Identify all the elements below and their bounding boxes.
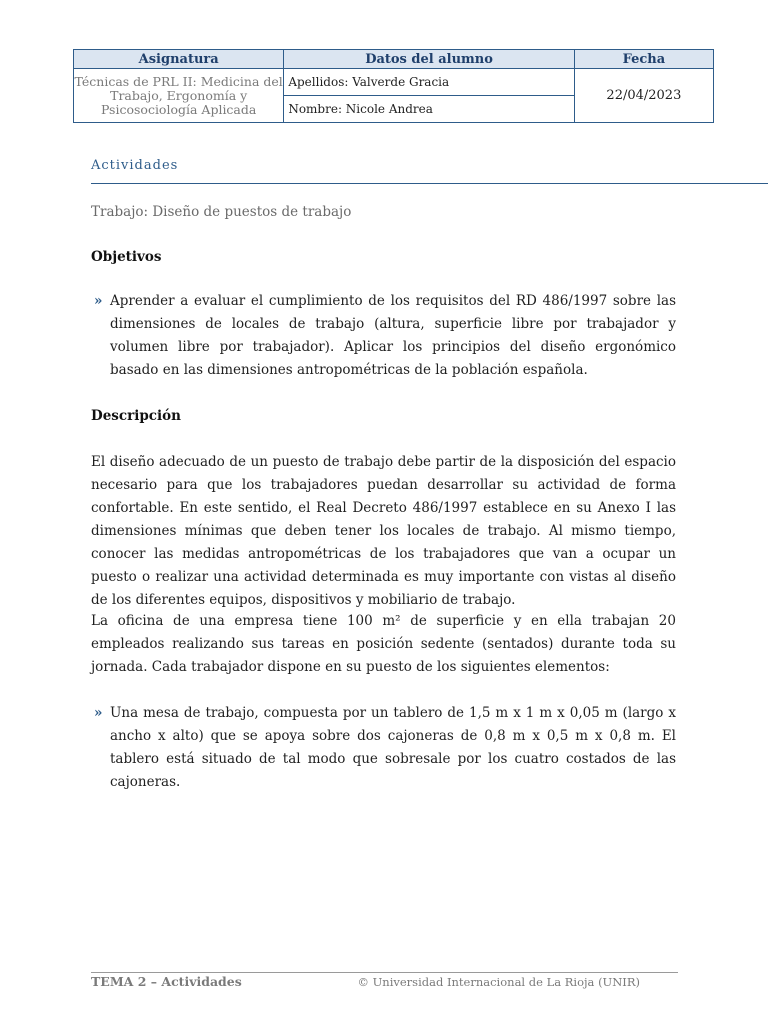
section-divider (91, 183, 768, 184)
objetivos-bullet (91, 290, 676, 382)
header-datos-alumno: Datos del alumno (284, 50, 574, 69)
objetivos-heading: Objetivos (91, 249, 162, 265)
descripcion-paragraph-1: El diseño adecuado de un puesto de trabajo debe partir de la disposición del espacio necesario para que los trabajadores puedan desarrollar su actividad de forma confortable. En este sentido, el Real Decreto 486/1997 establece en su Anexo I las dimensiones mínimas que deben tener los locales de trabajo. Al mismo tiempo, conocer las medidas antropométricas de los trabajadores que van a ocupar un puesto o realizar una actividad determinada es muy importante con vistas al diseño de los diferentes equipos, dispositivos y mobiliario de trabajo. (91, 454, 676, 608)
mesa-bullet-text: Una mesa de trabajo, compuesta por un tablero de 1,5 m x 1 m x 0,05 m (largo x ancho x alto) que se apoya sobre dos cajoneras de 0,8 m x 0,5 m x 0,8 m. El tablero está situado de tal modo que sobresale por los cuatro costados de las cajoneras. (110, 705, 676, 790)
bullet-marker-icon: » (94, 705, 103, 721)
mesa-bullet (91, 702, 676, 794)
header-asignatura: Asignatura (74, 50, 284, 69)
footer-divider (91, 972, 678, 973)
header-fecha: Fecha (574, 50, 713, 69)
asignatura-value: Técnicas de PRL II: Medicina del Trabajo, Ergonomía y Psicosociología Aplicada (74, 69, 284, 123)
footer-copyright: © Universidad Internacional de La Rioja (UNIR) (357, 975, 640, 989)
assignment-subtitle: Trabajo: Diseño de puestos de trabajo (91, 204, 352, 220)
apellidos-value: Apellidos: Valverde Gracia (284, 69, 574, 96)
descripcion-heading: Descripción (91, 408, 181, 424)
nombre-value: Nombre: Nicole Andrea (284, 96, 574, 123)
bullet-marker-icon: » (94, 293, 103, 309)
fecha-value: 22/04/2023 (574, 69, 713, 123)
descripcion-paragraph-2: La oficina de una empresa tiene 100 m² de superficie y en ella trabajan 20 empleados realizando sus tareas en posición sedente (sentados) durante toda su jornada. Cada trabajador dispone en su puesto de los siguientes elementos: (91, 613, 676, 675)
footer-topic: TEMA 2 – Actividades (91, 974, 242, 989)
objetivos-bullet-text: Aprender a evaluar el cumplimiento de los requisitos del RD 486/1997 sobre las dimensiones de locales de trabajo (altura, superficie libre por trabajador y volumen libre por trabajador). Aplicar los principios del diseño ergonómico basado en las dimensiones antropométricas de la población española. (110, 293, 676, 378)
section-title: Actividades (91, 158, 179, 173)
header-table (73, 49, 714, 123)
